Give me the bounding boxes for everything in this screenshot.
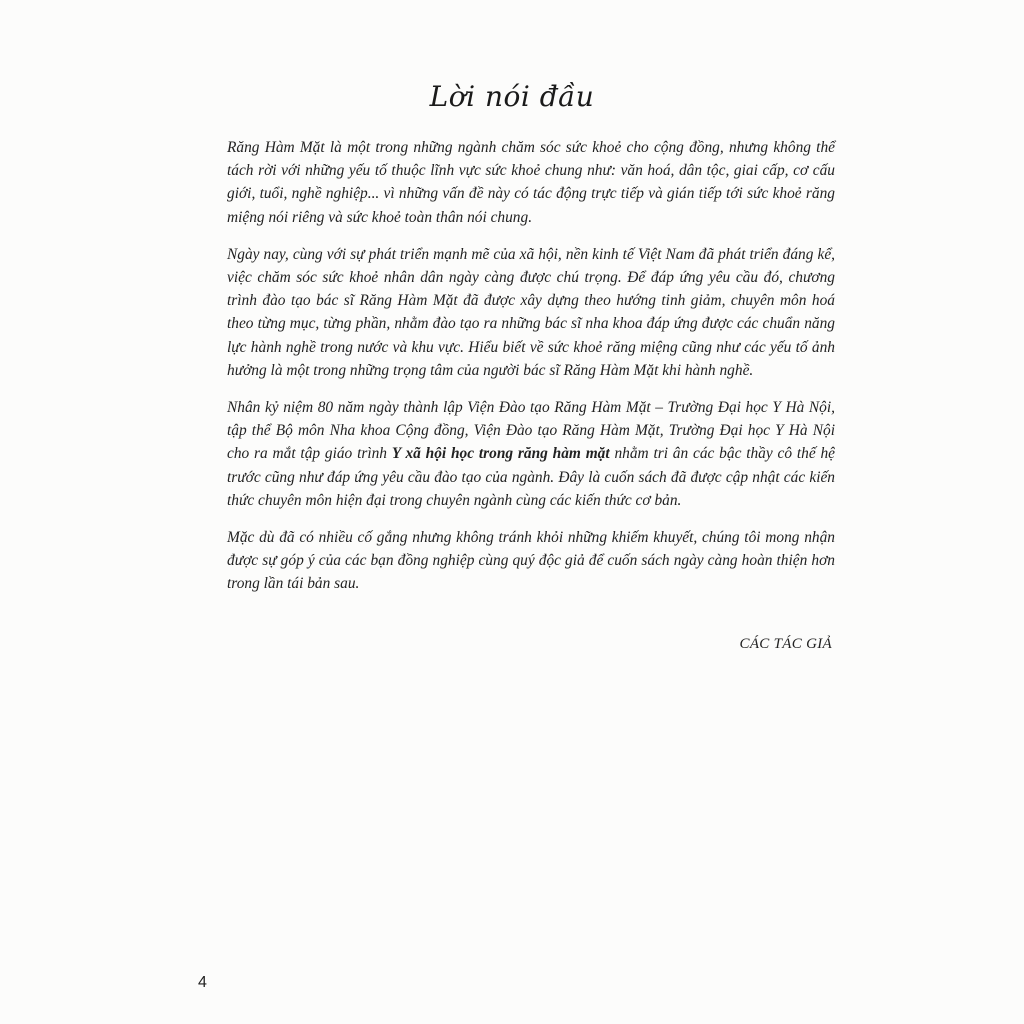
paragraph-4: Mặc dù đã có nhiều cố gắng nhưng không tránh khỏi những khiếm khuyết, chúng tôi mong nhận được sự góp ý của các bạn đồng nghiệp cùng quý độc giả để cuốn sách ngày càng hoàn thiện hơn trong lần tái bản sau. bbox=[227, 529, 835, 593]
author-signature: CÁC TÁC GIẢ bbox=[739, 636, 832, 652]
preface-body bbox=[227, 136, 835, 610]
paragraph-2: Ngày nay, cùng với sự phát triển mạnh mẽ của xã hội, nền kinh tế Việt Nam đã phát triển đáng kể, việc chăm sóc sức khoẻ nhân dân ngày càng được chú trọng. Để đáp ứng yêu cầu đó, chương trình đào tạo bác sĩ Răng Hàm Mặt đã được xây dựng theo hướng tinh giảm, chuyên môn hoá theo từng mục, từng phần, nhằm đào tạo ra những bác sĩ nha khoa đáp ứng được các chuẩn năng lực hành nghề trong nước và khu vực. Hiểu biết về sức khoẻ răng miệng cũng như các yếu tố ảnh hưởng là một trong những trọng tâm của người bác sĩ Răng Hàm Mặt khi hành nghề. bbox=[227, 245, 835, 379]
paragraph-3 bbox=[227, 396, 835, 512]
paragraph-3-tail: nhằm tri ân các bậc thầy cô thế hệ trước cũng như đáp ứng yêu cầu đào tạo của ngành. Đây là cuốn sách đã được cập nhật các kiến thức chuyên môn hiện đại trong chuyên ngành cùng các kiến thức cơ bản. bbox=[227, 445, 835, 509]
book-title-emphasis: Y xã hội học trong răng hàm mặt bbox=[391, 445, 610, 463]
page-title: Lời nói đầu bbox=[429, 80, 595, 113]
paragraph-1: Răng Hàm Mặt là một trong những ngành chăm sóc sức khoẻ cho cộng đồng, nhưng không thể tách rời với những yếu tố thuộc lĩnh vực sức khoẻ chung như: văn hoá, dân tộc, giai cấp, cơ cấu giới, tuổi, nghề nghiệp... vì những vấn đề này có tác động trực tiếp và gián tiếp tới sức khoẻ răng miệng nói riêng và sức khoẻ toàn thân nói chung. bbox=[227, 139, 835, 226]
page-number: 4 bbox=[198, 974, 207, 991]
paragraph-3-lead: Nhân kỷ niệm 80 năm ngày thành lập Viện Đào tạo Răng Hàm Mặt – Trường Đại học Y Hà Nội, tập thể Bộ môn Nha khoa Cộng đồng, Viện Đào tạo Răng Hàm Mặt, Trường Đại học Y Hà Nội cho ra mắt tập giáo trình bbox=[227, 399, 835, 463]
